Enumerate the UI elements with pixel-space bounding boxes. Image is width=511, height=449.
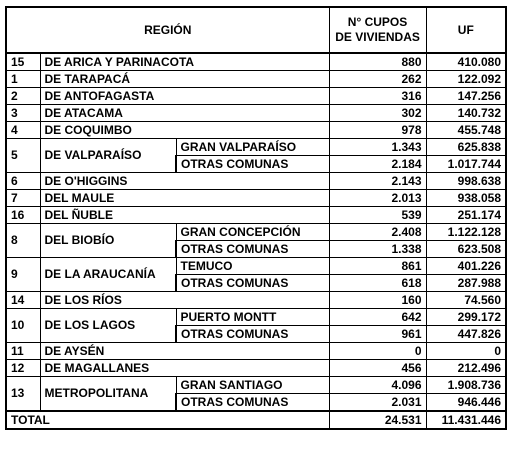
table-row [6,292,506,309]
region-name-cell: DE ANTOFAGASTA [40,88,329,105]
table-row [6,343,506,360]
cupos-cell: 2.031 [329,394,426,412]
uf-cell: 251.174 [426,207,506,224]
total-cupos-cell: 24.531 [329,411,426,429]
region-name-cell: DEL ÑUBLE [40,207,329,224]
region-code-cell: 12 [6,360,40,377]
region-name-cell: DE LOS LAGOS [40,309,176,343]
subregion-name-cell: TEMUCO [176,258,329,275]
cupos-cell: 539 [329,207,426,224]
region-code-cell: 14 [6,292,40,309]
uf-cell: 0 [426,343,506,360]
subregion-name-cell: OTRAS COMUNAS [176,241,329,258]
cupos-cell: 316 [329,88,426,105]
cupos-cell: 0 [329,343,426,360]
uf-cell: 625.838 [426,139,506,156]
uf-cell: 1.017.744 [426,156,506,173]
uf-cell: 401.226 [426,258,506,275]
table-row [6,309,506,326]
region-code-cell: 3 [6,105,40,122]
table-row [6,105,506,122]
cupos-cell: 2.184 [329,156,426,173]
housing-quota-document [5,6,505,430]
cupos-cell: 456 [329,360,426,377]
table-row [6,224,506,241]
cupos-cell: 861 [329,258,426,275]
region-code-cell: 13 [6,377,40,412]
table-row [6,139,506,156]
cupos-cell: 4.096 [329,377,426,394]
uf-cell: 1.122.128 [426,224,506,241]
region-column-header: REGIÓN [6,7,329,53]
total-row [6,411,506,429]
region-code-cell: 7 [6,190,40,207]
region-name-cell: DE O'HIGGINS [40,173,329,190]
cupos-header-line2: DE VIVIENDAS [335,30,420,44]
table-row [6,360,506,377]
cupos-cell: 262 [329,71,426,88]
total-label-cell: TOTAL [6,411,329,429]
region-name-cell: DE MAGALLANES [40,360,329,377]
cupos-header-line1: N° CUPOS [347,15,408,29]
uf-cell: 140.732 [426,105,506,122]
uf-cell: 147.256 [426,88,506,105]
region-name-cell: DE AYSÉN [40,343,329,360]
uf-cell: 299.172 [426,309,506,326]
cupos-cell: 1.338 [329,241,426,258]
cupos-cell: 2.408 [329,224,426,241]
uf-cell: 74.560 [426,292,506,309]
cupos-cell: 642 [329,309,426,326]
region-code-cell: 5 [6,139,40,173]
subregion-name-cell: OTRAS COMUNAS [176,156,329,173]
region-name-cell: DE LA ARAUCANÍA [40,258,176,292]
cupos-cell: 160 [329,292,426,309]
region-name-cell: DE COQUIMBO [40,122,329,139]
subregion-name-cell: OTRAS COMUNAS [176,275,329,292]
total-uf-cell: 11.431.446 [426,411,506,429]
uf-cell: 938.058 [426,190,506,207]
region-code-cell: 1 [6,71,40,88]
region-name-cell: DE VALPARAÍSO [40,139,176,173]
table-row [6,190,506,207]
uf-cell: 287.988 [426,275,506,292]
region-code-cell: 9 [6,258,40,292]
cupos-cell: 618 [329,275,426,292]
table-row [6,71,506,88]
cupos-cell: 2.013 [329,190,426,207]
region-name-cell: DEL BIOBÍO [40,224,176,258]
uf-cell: 998.638 [426,173,506,190]
uf-cell: 122.092 [426,71,506,88]
cupos-column-header [329,7,426,53]
table-row [6,122,506,139]
table-row [6,53,506,71]
table-row [6,207,506,224]
table-row [6,258,506,275]
region-name-cell: DEL MAULE [40,190,329,207]
region-code-cell: 10 [6,309,40,343]
uf-cell: 1.908.736 [426,377,506,394]
cupos-cell: 961 [329,326,426,343]
region-name-cell: DE TARAPACÁ [40,71,329,88]
subregion-name-cell: OTRAS COMUNAS [176,394,329,412]
uf-cell: 946.446 [426,394,506,412]
region-name-cell: DE LOS RÍOS [40,292,329,309]
region-code-cell: 16 [6,207,40,224]
table-row [6,377,506,394]
table-header [6,7,506,53]
regions-table [5,6,507,430]
subregion-name-cell: GRAN CONCEPCIÓN [176,224,329,241]
subregion-name-cell: PUERTO MONTT [176,309,329,326]
cupos-cell: 2.143 [329,173,426,190]
header-row [6,7,506,53]
table-body [6,53,506,429]
cupos-cell: 880 [329,53,426,71]
region-code-cell: 11 [6,343,40,360]
subregion-name-cell: GRAN SANTIAGO [176,377,329,394]
region-code-cell: 2 [6,88,40,105]
region-code-cell: 6 [6,173,40,190]
uf-cell: 212.496 [426,360,506,377]
table-row [6,88,506,105]
region-code-cell: 15 [6,53,40,71]
region-code-cell: 4 [6,122,40,139]
uf-cell: 447.826 [426,326,506,343]
table-row [6,173,506,190]
region-name-cell: DE ATACAMA [40,105,329,122]
subregion-name-cell: GRAN VALPARAÍSO [176,139,329,156]
region-code-cell: 8 [6,224,40,258]
uf-cell: 410.080 [426,53,506,71]
cupos-cell: 302 [329,105,426,122]
region-name-cell: DE ARICA Y PARINACOTA [40,53,329,71]
uf-cell: 623.508 [426,241,506,258]
region-name-cell: METROPOLITANA [40,377,176,412]
subregion-name-cell: OTRAS COMUNAS [176,326,329,343]
uf-cell: 455.748 [426,122,506,139]
cupos-cell: 1.343 [329,139,426,156]
uf-column-header: UF [426,7,506,53]
cupos-cell: 978 [329,122,426,139]
